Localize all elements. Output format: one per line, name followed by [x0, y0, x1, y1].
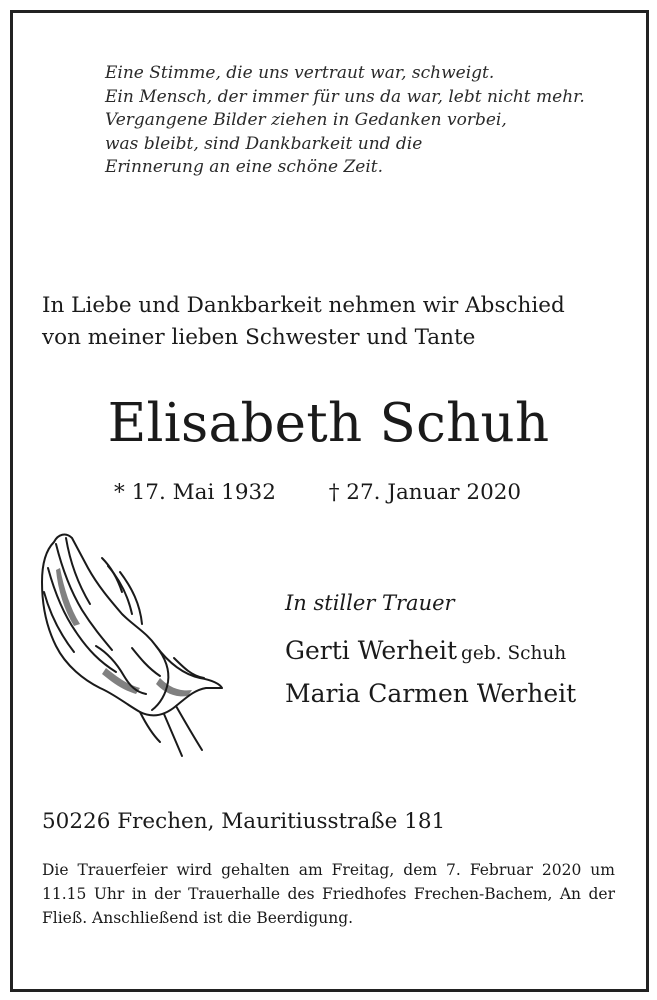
mourner-note: geb. Schuh — [461, 643, 567, 664]
deceased-name: Elisabeth Schuh — [107, 393, 550, 454]
address: 50226 Frechen, Mauritiusstraße 181 — [42, 809, 446, 834]
intro-line: von meiner lieben Schwester und Tante — [42, 325, 476, 350]
poem-line: Erinnerung an eine schöne Zeit. — [105, 157, 384, 177]
poem-line: Eine Stimme, die uns vertraut war, schweigt. — [105, 63, 495, 83]
mourner — [285, 634, 566, 671]
intro-text — [42, 290, 632, 354]
mourner — [285, 677, 576, 711]
praying-hands-icon — [36, 528, 228, 760]
poem-line: was bleibt, sind Dankbarkeit und die — [105, 133, 423, 154]
intro-line: In Liebe und Dankbarkeit nehmen wir Abschied — [42, 293, 565, 318]
poem — [105, 62, 635, 180]
mourner-name: Gerti Werheit — [285, 636, 458, 665]
poem-line: Vergangene Bilder ziehen in Gedanken vorbei, — [105, 110, 507, 130]
birth-date: * 17. Mai 1932 — [114, 480, 276, 505]
service-details: Die Trauerfeier wird gehalten am Freitag, dem 7. Februar 2020 um 11.15 Uhr in der Trauerhalle des Friedhofes Frechen-Bachem, An der Fließ. Anschließend ist die Beerdigung. — [42, 861, 615, 927]
life-dates — [114, 478, 521, 508]
poem-line: Ein Mensch, der immer für uns da war, lebt nicht mehr. — [105, 86, 585, 107]
mourning-label: In stiller Trauer — [285, 591, 455, 615]
mourner-name: Maria Carmen Werheit — [285, 679, 577, 708]
death-date: † 27. Januar 2020 — [328, 480, 522, 505]
